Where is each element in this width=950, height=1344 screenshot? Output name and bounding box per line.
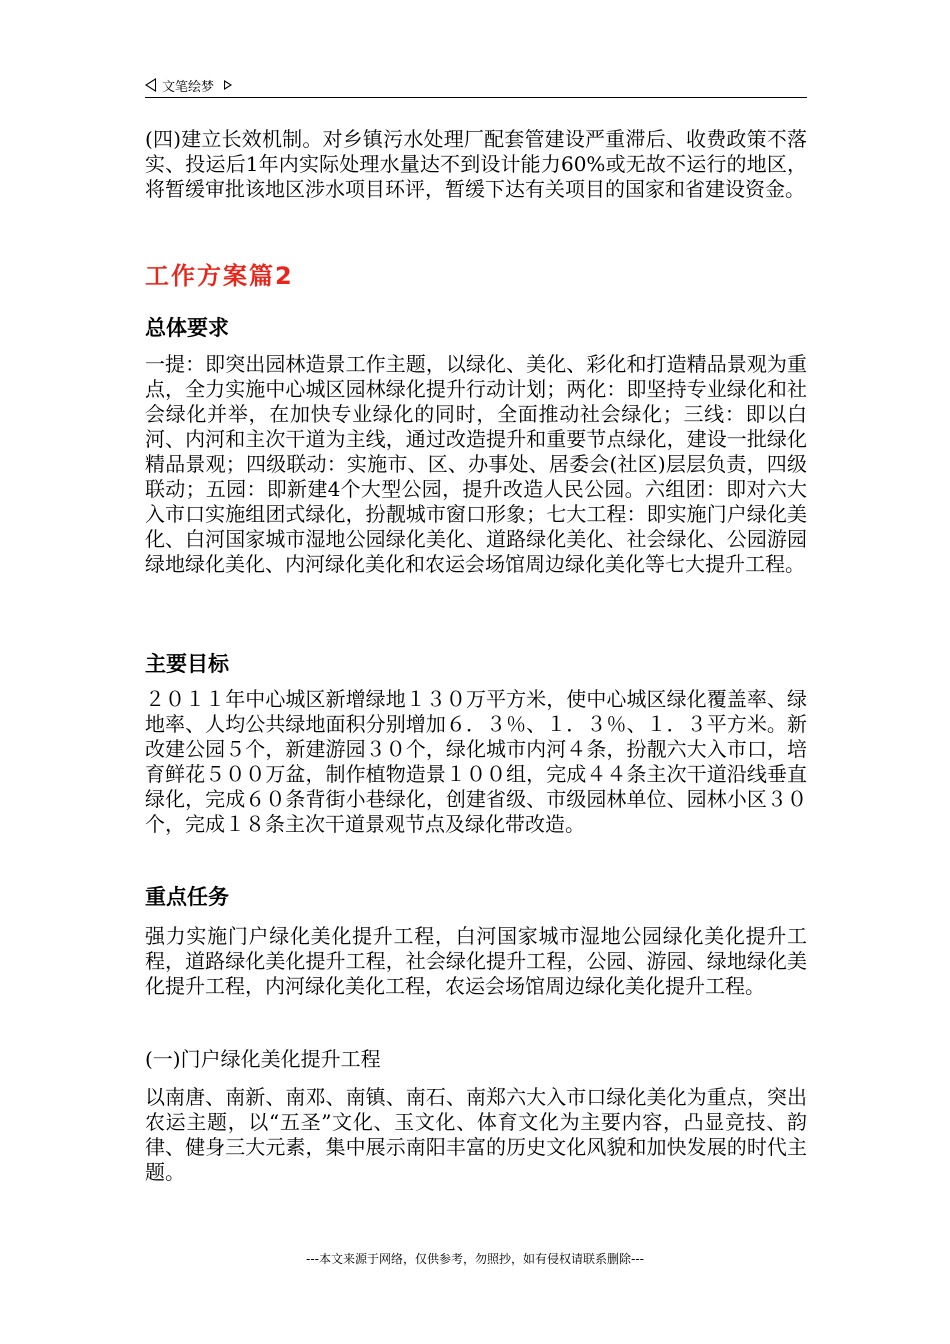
triangle-right-icon bbox=[224, 80, 232, 90]
intro-paragraph: (四)建立长效机制。对乡镇污水处理厂配套管建设严重滞后、收费政策不落实、投运后1年内实际处理水量达不到设计能力60%或无故不运行的地区，将暂缓审批该地区涉水项目环评，暂缓下达有关项目的国家和省建设资金。 bbox=[145, 127, 807, 201]
overall-paragraph: 一提：即突出园林造景工作主题，以绿化、美化、彩化和打造精品景观为重点，全力实施中心城区园林绿化提升行动计划；两化：即坚持专业绿化和社会绿化并举，在加快专业绿化的同时，全面推动社会绿化；三线：即以白河、内河和主次干道为主线，通过改造提升和重要节点绿化，建设一批绿化精品景观；四级联动：实施市、区、办事处、居委会(社区)层层负责，四级联动；五园：即新建4个大型公园，提升改造人民公园。六组团：即对六大入市口实施组团式绿化，扮靓城市窗口形象；七大工程：即实施门户绿化美化、白河国家城市湿地公园绿化美化、道路绿化美化、社会绿化、公园游园绿地绿化美化、内河绿化美化和农运会场馆周边绿化美化等七大提升工程。 bbox=[145, 352, 807, 576]
goals-paragraph: ２０１１年中心城区新增绿地１３０万平方米，使中心城区绿化覆盖率、绿地率、人均公共绿地面积分别增加６．３％、１．３％、１．３平方米。新改建公园５个，新建游园３０个，绿化城市内河４条，扮靓六大入市口，培育鲜花５００万盆，制作植物造景１００组，完成４４条主次干道沿线垂直绿化，完成６０条背街小巷绿化，创建省级、市级园林单位、园林小区３０个，完成１８条主次干道景观节点及绿化带改造。 bbox=[145, 687, 807, 836]
tasks-paragraph: 强力实施门户绿化美化提升工程，白河国家城市湿地公园绿化美化提升工程，道路绿化美化提升工程，社会绿化提升工程，公园、游园、绿地绿化美化提升工程，内河绿化美化工程，农运会场馆周边绿化美化提升工程。 bbox=[145, 924, 807, 998]
goals-heading: 主要目标 bbox=[145, 652, 229, 676]
header-title: 文笔绘梦 bbox=[162, 79, 215, 95]
tasks-heading: 重点任务 bbox=[145, 885, 229, 909]
page-header bbox=[145, 74, 807, 96]
overall-heading: 总体要求 bbox=[145, 316, 229, 340]
subsection-title: (一)门户绿化美化提升工程 bbox=[145, 1047, 381, 1071]
section-title: 工作方案篇2 bbox=[145, 262, 294, 290]
footer-note: ---本文来源于网络，仅供参考，勿照抄，如有侵权请联系删除--- bbox=[306, 1252, 644, 1266]
header-divider bbox=[145, 97, 807, 98]
subsection-paragraph: 以南唐、南新、南邓、南镇、南石、南郑六大入市口绿化美化为重点，突出农运主题，以“五圣”文化、玉文化、体育文化为主要内容，凸显竞技、韵律、健身三大元素，集中展示南阳丰富的历史文化风貌和加快发展的时代主题。 bbox=[145, 1085, 807, 1184]
triangle-left-icon bbox=[145, 78, 156, 92]
